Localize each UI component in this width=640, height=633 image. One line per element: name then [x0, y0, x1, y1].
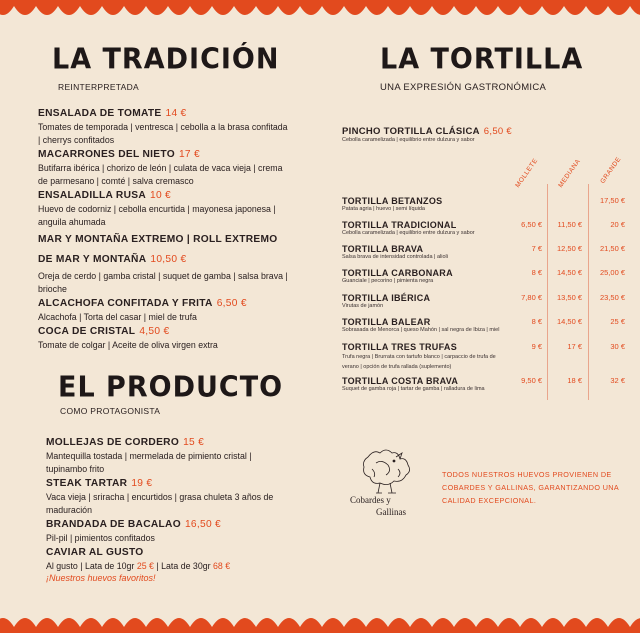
list-item: [38, 107, 290, 147]
scallop-shape: [344, 618, 366, 627]
tortilla-description: Trufa negra | Brurrata con tartufo blanco | carpaccio de trufa de verano | opción de trufa rallada (suplemento): [342, 354, 496, 370]
caviar-price-a: 25 €: [136, 561, 154, 571]
tortilla-title: LA TORTILLA: [380, 43, 584, 76]
bottom-scallop-border: [0, 611, 640, 633]
item-description: Alcachofa | Torta del casar | miel de trufa: [38, 312, 197, 322]
tortilla-description: Sobrasada de Menorca | queso Mahón | sal negra de Ibiza | miel: [342, 327, 500, 333]
scallop-shape: [168, 6, 190, 15]
scallop-shape: [80, 618, 102, 627]
item-price: 4,50 €: [139, 326, 170, 337]
price-mollete: 8 €: [531, 268, 542, 277]
scallop-shape: [388, 6, 410, 15]
size-header-grande: GRANDE: [599, 155, 623, 185]
list-item: [38, 230, 290, 296]
tortilla-description: Suquet de gamba roja | tartar de gamba | ralladura de lima: [342, 386, 485, 392]
scallop-shape: [586, 618, 608, 627]
scallop-shape: [278, 6, 300, 15]
price-grande: 25,00 €: [599, 268, 625, 277]
item-name: MAR Y MONTAÑA EXTREMO | ROLL EXTREMO DE MAR Y MONTAÑA: [38, 234, 278, 265]
scallop-shape: [630, 618, 640, 627]
scallop-shape: [454, 618, 476, 627]
item-description: Pil-pil | pimientos confitados: [46, 533, 155, 543]
price-mollete: 8 €: [531, 317, 542, 326]
tortilla-description: Salsa brava de intensidad controlada | alioli: [342, 254, 448, 260]
scallop-shape: [0, 6, 14, 15]
price-mediana: 14,50 €: [556, 317, 582, 326]
item-name: ENSALADA DE TOMATE: [38, 108, 162, 119]
item-price: 15 €: [183, 437, 205, 448]
scallop-shape: [256, 618, 278, 627]
scallop-shape: [366, 618, 388, 627]
table-row: [342, 220, 632, 236]
scallop-shape: [432, 6, 454, 15]
scallop-shape: [278, 618, 300, 627]
scallop-shape: [498, 618, 520, 627]
scallop-shape: [300, 6, 322, 15]
item-price: 19 €: [131, 478, 153, 489]
item-description: Vaca vieja | sriracha | encurtidos | grasa chuleta 3 años de maduración: [46, 492, 274, 515]
hen-illustration-icon: [346, 443, 428, 503]
item-price: 10 €: [150, 190, 172, 201]
brand-name-line2: Gallinas: [376, 507, 406, 517]
scallop-shape: [410, 6, 432, 15]
price-grande: 25 €: [610, 317, 625, 326]
price-grande: 17,50 €: [599, 196, 625, 205]
table-row: [342, 376, 632, 392]
scallop-shape: [586, 6, 608, 15]
table-row: [342, 342, 632, 372]
item-description: Tomates de temporada | ventresca | cebolla a la brasa confitada | cherrys confitados: [38, 122, 288, 145]
list-item: [46, 518, 281, 545]
item-description: Huevo de codorniz | cebolla encurtida | mayonesa japonesa | anguila ahumada: [38, 204, 276, 227]
item-price: 6,50 €: [216, 298, 247, 309]
scallop-shape: [36, 618, 58, 627]
item-description: Tomate de colgar | Aceite de oliva virgen extra: [38, 340, 218, 350]
item-description: Butifarra ibérica | chorizo de león | culata de vaca vieja | crema de parmesano | comté | salva cremasco: [38, 163, 283, 186]
tortilla-name: TORTILLA CARBONARA: [342, 268, 453, 278]
tortilla-name: TORTILLA BRAVA: [342, 244, 424, 254]
scallop-shape: [234, 618, 256, 627]
scallop-shape: [36, 6, 58, 15]
tortilla-subtitle: UNA EXPRESIÓN GASTRONÓMICA: [380, 82, 547, 93]
list-item: [46, 546, 281, 583]
price-grande: 21,50 €: [599, 244, 625, 253]
item-price: 17 €: [178, 149, 200, 160]
tortilla-name: TORTILLA COSTA BRAVA: [342, 376, 459, 386]
item-name: BRANDADA DE BACALAO: [46, 519, 181, 530]
scallop-shape: [476, 6, 498, 15]
scallop-shape: [322, 6, 344, 15]
price-grande: 20 €: [610, 220, 625, 229]
favorite-note: ¡Nuestros huevos favoritos!: [46, 573, 156, 583]
scallop-shape: [520, 618, 542, 627]
price-mediana: 11,50 €: [557, 220, 582, 229]
price-mediana: 17 €: [567, 342, 582, 351]
price-mediana: 14,50 €: [556, 268, 582, 277]
price-mollete: 9 €: [531, 342, 542, 351]
table-row: [342, 268, 632, 284]
scallop-shape: [234, 6, 256, 15]
table-row: [342, 293, 632, 309]
scallop-shape: [454, 6, 476, 15]
item-name: ENSALADILLA RUSA: [38, 190, 146, 201]
caviar-option-a: Al gusto | Lata de 10gr: [46, 561, 135, 571]
list-item: [38, 297, 290, 324]
size-header-mediana: MEDIANA: [557, 157, 582, 189]
table-row: [342, 317, 632, 333]
list-item: [38, 189, 290, 229]
producto-list: [46, 436, 281, 583]
scallop-shape: [344, 6, 366, 15]
list-item: [38, 148, 290, 188]
scallop-shape: [14, 618, 36, 627]
tradicion-subtitle: REINTERPRETADA: [58, 82, 140, 92]
scallop-shape: [146, 618, 168, 627]
tradicion-list: [38, 107, 290, 352]
tortilla-name: TORTILLA TRADICIONAL: [342, 220, 457, 230]
table-row: [342, 244, 632, 260]
item-description: Oreja de cerdo | gamba cristal | suquet de gamba | salsa brava | brioche: [38, 271, 288, 294]
scallop-shape: [476, 618, 498, 627]
item-name: MACARRONES DEL NIETO: [38, 149, 175, 160]
tradicion-title: LA TRADICIÓN: [52, 43, 280, 76]
tortilla-description: Guanciale | pecorino | pimienta negra: [342, 278, 434, 284]
scallop-shape: [58, 618, 80, 627]
scallop-shape: [432, 618, 454, 627]
scallop-shape: [366, 6, 388, 15]
scallop-shape: [542, 618, 564, 627]
list-item: [46, 436, 281, 476]
price-grande: 32 €: [610, 376, 625, 385]
scallop-shape: [124, 618, 146, 627]
scallop-shape: [124, 6, 146, 15]
scallop-shape: [102, 618, 124, 627]
price-mediana: 12,50 €: [556, 244, 582, 253]
scallop-shape: [542, 6, 564, 15]
scallop-shape: [322, 618, 344, 627]
scallop-shape: [190, 618, 212, 627]
price-mediana: 18 €: [567, 376, 582, 385]
list-item: [46, 477, 281, 517]
scallop-shape: [498, 6, 520, 15]
eggs-origin-note: TODOS NUESTROS HUEVOS PROVIENEN DE COBARDES Y GALLINAS, GARANTIZANDO UNA CALIDAD EXCEPCIONAL.: [442, 470, 619, 505]
producto-title: EL PRODUCTO: [58, 371, 284, 404]
item-price: 6,50 €: [483, 126, 513, 137]
scallop-shape: [14, 6, 36, 15]
scallop-shape: [58, 6, 80, 15]
scallop-shape: [630, 6, 640, 15]
price-grande: 30 €: [610, 342, 625, 351]
brand-logo: [346, 443, 428, 518]
item-description: [46, 560, 281, 573]
scallop-shape: [190, 6, 212, 15]
scallop-shape: [102, 6, 124, 15]
item-name: STEAK TARTAR: [46, 478, 128, 489]
item-name: PINCHO TORTILLA CLÁSICA: [342, 126, 480, 137]
table-row: [342, 196, 632, 212]
item-price: 16,50 €: [184, 519, 222, 530]
list-item: [38, 325, 290, 352]
scallop-shape: [410, 618, 432, 627]
item-name: CAVIAR AL GUSTO: [46, 547, 144, 558]
caviar-option-b: | Lata de 30gr: [156, 561, 211, 571]
price-mollete: 7 €: [531, 244, 542, 253]
pincho-item: [342, 126, 632, 143]
scallop-shape: [608, 618, 630, 627]
scallop-shape: [388, 618, 410, 627]
scallop-shape: [146, 6, 168, 15]
tortilla-name: TORTILLA BALEAR: [342, 317, 431, 327]
item-description: Mantequilla tostada | mermelada de pimiento cristal | tupinambo frito: [46, 451, 252, 474]
scallop-shape: [564, 618, 586, 627]
tortilla-name: TORTILLA BETANZOS: [342, 196, 443, 206]
item-name: COCA DE CRISTAL: [38, 326, 136, 337]
scallop-shape: [608, 6, 630, 15]
price-mollete: 6,50 €: [521, 220, 542, 229]
tortilla-name: TORTILLA TRES TRUFAS: [342, 342, 457, 352]
tortilla-description: Cebolla caramelizada | equilibrio entre dulzura y sabor: [342, 230, 475, 236]
brand-name-line1: Cobardes y: [350, 495, 391, 505]
scallop-shape: [300, 618, 322, 627]
caviar-price-b: 68 €: [213, 561, 231, 571]
scallop-shape: [212, 6, 234, 15]
item-name: ALCACHOFA CONFITADA Y FRITA: [38, 298, 213, 309]
price-mollete: 7,80 €: [521, 293, 542, 302]
scallop-shape: [212, 618, 234, 627]
top-scallop-border: [0, 0, 640, 22]
item-name: MOLLEJAS DE CORDERO: [46, 437, 180, 448]
tortilla-description: Patata agria | huevo | semi líquida: [342, 206, 425, 212]
scallop-shape: [80, 6, 102, 15]
scallop-shape: [256, 6, 278, 15]
scallop-shape: [168, 618, 190, 627]
item-price: 10,50 €: [150, 254, 187, 265]
scallop-shape: [520, 6, 542, 15]
item-description: Cebolla caramelizada | equilibrio entre dulzura y sabor: [342, 137, 475, 143]
price-grande: 23,50 €: [599, 293, 625, 302]
item-price: 14 €: [165, 108, 187, 119]
tortilla-description: Virutas de jamón: [342, 303, 384, 309]
producto-subtitle: COMO PROTAGONISTA: [60, 406, 161, 416]
tortilla-name: TORTILLA IBÉRICA: [342, 293, 431, 303]
price-mollete: 9,50 €: [521, 376, 542, 385]
scallop-shape: [0, 618, 14, 627]
scallop-shape: [564, 6, 586, 15]
size-header-mollete: MOLLETE: [514, 157, 540, 189]
price-mediana: 13,50 €: [556, 293, 582, 302]
